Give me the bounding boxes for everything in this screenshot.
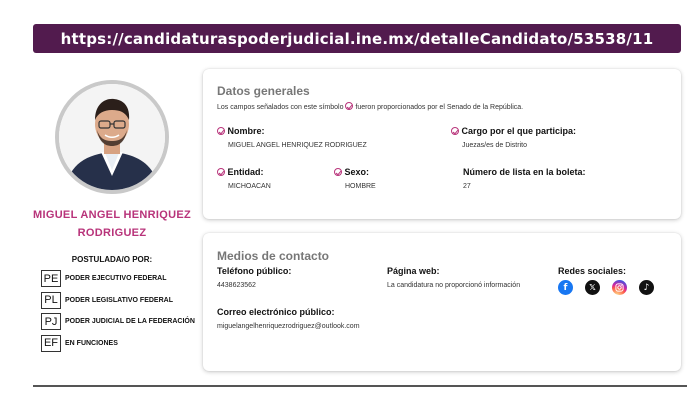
social-icons xyxy=(558,280,654,295)
check-circle-icon xyxy=(334,168,342,176)
check-circle-icon xyxy=(217,127,225,135)
candidate-name: MIGUEL ANGEL HENRIQUEZ RODRIGUEZ xyxy=(33,209,191,239)
org-code-box: PL xyxy=(41,292,61,309)
org-label: PODER LEGISLATIVO FEDERAL xyxy=(65,296,173,304)
x-icon[interactable]: 𝕏 xyxy=(585,280,600,295)
org-item-pj xyxy=(41,311,195,333)
candidate-photo xyxy=(55,80,169,194)
person-photo-icon xyxy=(59,84,165,190)
postulation-list xyxy=(41,268,195,354)
sexo-label: Sexo: xyxy=(344,167,370,177)
entidad-label: Entidad: xyxy=(227,167,264,177)
email-value: miguelangelhenriquezrodriguez@outlook.com xyxy=(217,323,360,330)
bottom-divider xyxy=(33,385,687,387)
lista-label: Número de lista en la boleta: xyxy=(463,167,586,177)
field-phone xyxy=(217,266,291,289)
field-lista xyxy=(463,167,586,190)
phone-value: 4438623562 xyxy=(217,282,256,289)
url-banner xyxy=(33,24,681,53)
note-text-before: Los campos señalados con este símbolo xyxy=(217,104,344,111)
org-item-ef xyxy=(41,333,195,355)
field-cargo xyxy=(451,126,576,149)
general-data-title: Datos generales xyxy=(217,84,310,98)
contact-card xyxy=(203,233,681,371)
org-code-box: EF xyxy=(41,335,61,352)
org-code-box: PJ xyxy=(41,313,61,330)
cargo-label: Cargo por el que participa: xyxy=(461,126,577,136)
org-item-pl xyxy=(41,290,195,312)
instagram-icon[interactable] xyxy=(612,280,627,295)
field-socials xyxy=(558,266,654,295)
sexo-value: HOMBRE xyxy=(345,183,376,190)
general-data-note xyxy=(217,102,523,111)
phone-label: Teléfono público: xyxy=(217,266,292,276)
postulada-title: POSTULADA/O POR: xyxy=(71,255,153,264)
field-sexo xyxy=(334,167,376,190)
note-text-after: fueron proporcionados por el Senado de la República. xyxy=(355,104,524,111)
entidad-value: MICHOACAN xyxy=(228,183,271,190)
contact-title: Medios de contacto xyxy=(217,249,330,263)
field-entidad xyxy=(217,167,271,190)
field-email xyxy=(217,307,377,333)
field-web xyxy=(387,266,520,289)
org-item-pe xyxy=(41,268,195,290)
org-label: PODER JUDICIAL DE LA FEDERACIÓN xyxy=(65,318,195,326)
check-circle-icon xyxy=(451,127,459,135)
url-text[interactable]: https://candidaturaspoderjudicial.ine.mx/detalleCandidato/53538/11 xyxy=(60,29,654,48)
general-data-card xyxy=(203,69,681,219)
cargo-value: Juezas/es de Distrito xyxy=(462,142,527,149)
facebook-icon[interactable]: f xyxy=(558,280,573,295)
web-label: Página web: xyxy=(387,266,440,276)
web-value: La candidatura no proporcionó información xyxy=(387,282,521,289)
org-code-box: PE xyxy=(41,270,61,287)
tiktok-icon[interactable]: ♪ xyxy=(639,280,654,295)
check-circle-icon xyxy=(345,102,353,110)
org-label: EN FUNCIONES xyxy=(65,339,118,347)
field-nombre xyxy=(217,126,367,149)
email-label: Correo electrónico público: xyxy=(217,307,335,317)
lista-value: 27 xyxy=(463,183,471,190)
org-label: PODER EJECUTIVO FEDERAL xyxy=(65,275,167,283)
social-label: Redes sociales: xyxy=(558,266,627,276)
nombre-value: MIGUEL ANGEL HENRIQUEZ RODRIGUEZ xyxy=(228,142,367,149)
check-circle-icon xyxy=(217,168,225,176)
nombre-label: Nombre: xyxy=(227,126,265,136)
